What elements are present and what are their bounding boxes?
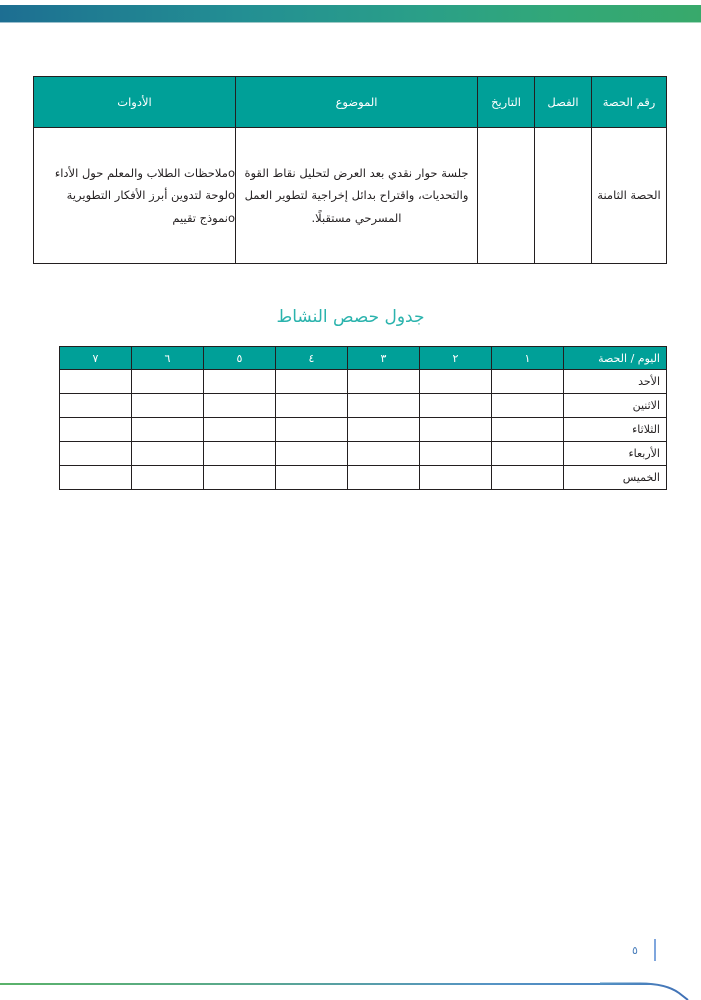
column-header-session-number: رقم الحصة bbox=[592, 77, 667, 128]
cell-wednesday-period-7[interactable] bbox=[60, 442, 132, 466]
list-item-label: نموذج تقييم bbox=[172, 210, 228, 225]
cell-class bbox=[535, 128, 592, 264]
bullet-icon: o bbox=[227, 188, 235, 203]
table-row bbox=[60, 442, 667, 466]
cell-sunday-period-6[interactable] bbox=[132, 370, 204, 394]
cell-wednesday-period-1[interactable] bbox=[492, 442, 564, 466]
column-header-period-1: ١ bbox=[492, 347, 564, 370]
cell-date bbox=[478, 128, 535, 264]
column-header-period-6: ٦ bbox=[132, 347, 204, 370]
cell-day-thursday: الخميس bbox=[564, 466, 667, 490]
footer-curve-decoration bbox=[600, 975, 701, 1000]
cell-thursday-period-7[interactable] bbox=[60, 466, 132, 490]
column-header-period-5: ٥ bbox=[204, 347, 276, 370]
cell-session-number: الحصة الثامنة bbox=[592, 128, 667, 264]
cell-monday-period-4[interactable] bbox=[276, 394, 348, 418]
table-row bbox=[34, 128, 667, 264]
list-item bbox=[34, 184, 235, 206]
cell-sunday-period-3[interactable] bbox=[348, 370, 420, 394]
list-item bbox=[34, 162, 235, 184]
activity-schedule-table bbox=[59, 346, 667, 490]
cell-day-wednesday: الأربعاء bbox=[564, 442, 667, 466]
lesson-plan-table bbox=[33, 76, 667, 264]
cell-wednesday-period-2[interactable] bbox=[420, 442, 492, 466]
cell-tuesday-period-6[interactable] bbox=[132, 418, 204, 442]
bullet-icon: o bbox=[227, 210, 235, 225]
table-row bbox=[60, 418, 667, 442]
cell-monday-period-2[interactable] bbox=[420, 394, 492, 418]
column-header-class: الفصل bbox=[535, 77, 592, 128]
cell-tools bbox=[34, 128, 236, 264]
column-header-period-2: ٢ bbox=[420, 347, 492, 370]
cell-thursday-period-1[interactable] bbox=[492, 466, 564, 490]
page-title: جدول حصص النشاط bbox=[276, 307, 425, 327]
cell-sunday-period-5[interactable] bbox=[204, 370, 276, 394]
activity-schedule-table-body bbox=[60, 370, 667, 490]
cell-tuesday-period-1[interactable] bbox=[492, 418, 564, 442]
column-header-date: التاريخ bbox=[478, 77, 535, 128]
top-bar-hairline bbox=[0, 22, 701, 23]
table-row bbox=[60, 370, 667, 394]
column-header-period-7: ٧ bbox=[60, 347, 132, 370]
column-header-tools: الأدوات bbox=[34, 77, 236, 128]
cell-monday-period-7[interactable] bbox=[60, 394, 132, 418]
cell-wednesday-period-5[interactable] bbox=[204, 442, 276, 466]
footer-curve-icon bbox=[600, 975, 701, 1000]
cell-wednesday-period-6[interactable] bbox=[132, 442, 204, 466]
cell-sunday-period-7[interactable] bbox=[60, 370, 132, 394]
tools-list bbox=[34, 162, 235, 229]
column-header-topic: الموضوع bbox=[236, 77, 478, 128]
column-header-period-4: ٤ bbox=[276, 347, 348, 370]
cell-monday-period-5[interactable] bbox=[204, 394, 276, 418]
cell-sunday-period-4[interactable] bbox=[276, 370, 348, 394]
cell-tuesday-period-2[interactable] bbox=[420, 418, 492, 442]
lesson-plan-table-body bbox=[34, 128, 667, 264]
cell-monday-period-1[interactable] bbox=[492, 394, 564, 418]
cell-topic: جلسة حوار نقدي بعد العرض لتحليل نقاط القوة والتحديات، واقتراح بدائل إخراجية لتطوير العمل المسرحي مستقبلًا. bbox=[236, 128, 478, 264]
cell-thursday-period-2[interactable] bbox=[420, 466, 492, 490]
cell-thursday-period-4[interactable] bbox=[276, 466, 348, 490]
cell-tuesday-period-4[interactable] bbox=[276, 418, 348, 442]
page-number-rule bbox=[654, 939, 656, 961]
cell-day-tuesday: الثلاثاء bbox=[564, 418, 667, 442]
table-header-row bbox=[34, 77, 667, 128]
cell-monday-period-6[interactable] bbox=[132, 394, 204, 418]
footer-gradient-line bbox=[0, 983, 651, 985]
table-header-row bbox=[60, 347, 667, 370]
cell-day-sunday: الأحد bbox=[564, 370, 667, 394]
cell-sunday-period-2[interactable] bbox=[420, 370, 492, 394]
list-item bbox=[34, 207, 235, 229]
cell-tuesday-period-3[interactable] bbox=[348, 418, 420, 442]
column-header-period-3: ٣ bbox=[348, 347, 420, 370]
activity-schedule-table-head bbox=[60, 347, 667, 370]
cell-day-monday: الاثنين bbox=[564, 394, 667, 418]
cell-thursday-period-5[interactable] bbox=[204, 466, 276, 490]
lesson-plan-table-head bbox=[34, 77, 667, 128]
cell-thursday-period-3[interactable] bbox=[348, 466, 420, 490]
cell-wednesday-period-3[interactable] bbox=[348, 442, 420, 466]
cell-thursday-period-6[interactable] bbox=[132, 466, 204, 490]
column-header-day-period: اليوم / الحصة bbox=[564, 347, 667, 370]
bullet-icon: o bbox=[227, 165, 235, 180]
top-decorative-bar bbox=[0, 5, 701, 22]
page-number: ٥ bbox=[632, 944, 638, 957]
list-item-label: لوحة لتدوين أبرز الأفكار التطويرية bbox=[66, 188, 228, 203]
cell-sunday-period-1[interactable] bbox=[492, 370, 564, 394]
cell-wednesday-period-4[interactable] bbox=[276, 442, 348, 466]
list-item-label: ملاحظات الطلاب والمعلم حول الأداء bbox=[54, 165, 228, 180]
cell-tuesday-period-5[interactable] bbox=[204, 418, 276, 442]
cell-monday-period-3[interactable] bbox=[348, 394, 420, 418]
table-row bbox=[60, 466, 667, 490]
cell-tuesday-period-7[interactable] bbox=[60, 418, 132, 442]
table-row bbox=[60, 394, 667, 418]
